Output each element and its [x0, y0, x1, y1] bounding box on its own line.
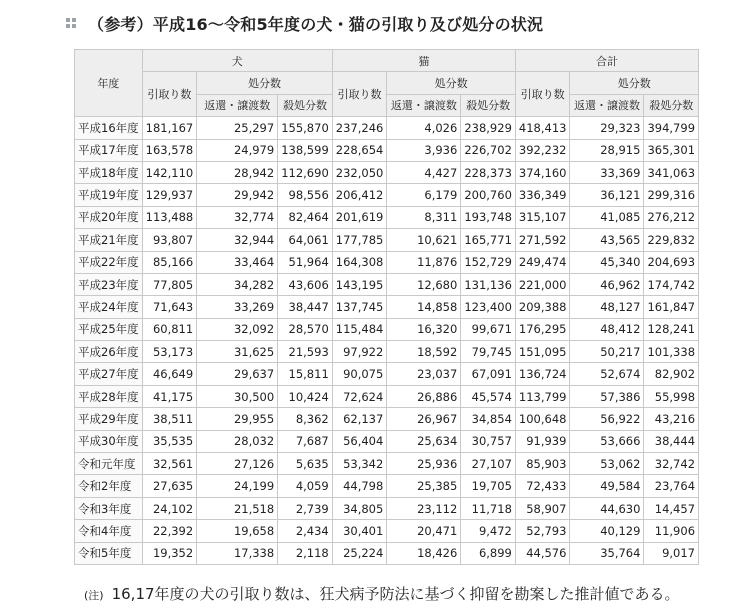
- cell-total-returned: 45,340: [570, 251, 644, 273]
- cell-dog-euthanized: 28,570: [278, 318, 333, 340]
- cell-dog-intake: 60,811: [142, 318, 197, 340]
- cell-dog-returned: 17,338: [197, 542, 278, 564]
- header-dog: 犬: [142, 50, 332, 72]
- cell-cat-returned: 14,858: [387, 296, 461, 318]
- cell-dog-intake: 142,110: [142, 161, 197, 183]
- cell-dog-intake: 38,511: [142, 408, 197, 430]
- cell-year: 平成24年度: [75, 296, 143, 318]
- grid-bullet-icon: [66, 18, 76, 28]
- cell-total-euthanized: 11,906: [644, 520, 699, 542]
- cell-dog-euthanized: 2,118: [278, 542, 333, 564]
- cell-total-intake: 315,107: [515, 206, 570, 228]
- cell-total-returned: 43,565: [570, 229, 644, 251]
- cell-total-euthanized: 101,338: [644, 341, 699, 363]
- cell-cat-intake: 34,805: [332, 497, 387, 519]
- cell-dog-euthanized: 4,059: [278, 475, 333, 497]
- cell-dog-intake: 53,173: [142, 341, 197, 363]
- cell-dog-returned: 30,500: [197, 385, 278, 407]
- cell-year: 平成17年度: [75, 139, 143, 161]
- cell-cat-returned: 18,592: [387, 341, 461, 363]
- table-row: [75, 453, 699, 475]
- cell-dog-returned: 24,199: [197, 475, 278, 497]
- cell-year: 平成16年度: [75, 117, 143, 139]
- cell-total-intake: 91,939: [515, 430, 570, 452]
- cell-total-euthanized: 38,444: [644, 430, 699, 452]
- cell-total-euthanized: 23,764: [644, 475, 699, 497]
- table-row: [75, 318, 699, 340]
- cell-dog-euthanized: 2,739: [278, 497, 333, 519]
- table-row: [75, 251, 699, 273]
- cell-cat-euthanized: 165,771: [461, 229, 516, 251]
- table-row: [75, 341, 699, 363]
- cell-total-euthanized: 43,216: [644, 408, 699, 430]
- table-row: [75, 296, 699, 318]
- cell-cat-intake: 201,619: [332, 206, 387, 228]
- header-total-returned: 返還・譲渡数: [570, 94, 644, 116]
- cell-total-intake: 44,576: [515, 542, 570, 564]
- cell-dog-returned: 24,979: [197, 139, 278, 161]
- cell-cat-intake: 62,137: [332, 408, 387, 430]
- header-dog-returned: 返還・譲渡数: [197, 94, 278, 116]
- page-title: （参考）平成16〜令和5年度の犬・猫の引取り及び処分の状況: [88, 14, 544, 34]
- cell-cat-returned: 25,634: [387, 430, 461, 452]
- cell-total-intake: 221,000: [515, 273, 570, 295]
- cell-dog-intake: 19,352: [142, 542, 197, 564]
- cell-total-returned: 28,915: [570, 139, 644, 161]
- cell-cat-euthanized: 67,091: [461, 363, 516, 385]
- cell-total-euthanized: 14,457: [644, 497, 699, 519]
- header-dog-euthanized: 殺処分数: [278, 94, 333, 116]
- cell-total-returned: 50,217: [570, 341, 644, 363]
- cell-total-intake: 209,388: [515, 296, 570, 318]
- header-dog-intake: 引取り数: [142, 72, 197, 117]
- header-total-disposal: 処分数: [570, 72, 699, 94]
- cell-cat-intake: 30,401: [332, 520, 387, 542]
- cell-year: 令和元年度: [75, 453, 143, 475]
- cell-cat-intake: 72,624: [332, 385, 387, 407]
- cell-dog-euthanized: 138,599: [278, 139, 333, 161]
- cell-cat-intake: 228,654: [332, 139, 387, 161]
- cell-year: 平成26年度: [75, 341, 143, 363]
- cell-dog-intake: 163,578: [142, 139, 197, 161]
- cell-total-intake: 336,349: [515, 184, 570, 206]
- cell-year: 令和4年度: [75, 520, 143, 542]
- cell-year: 平成20年度: [75, 206, 143, 228]
- cell-dog-intake: 113,488: [142, 206, 197, 228]
- cell-cat-intake: 44,798: [332, 475, 387, 497]
- cell-dog-intake: 27,635: [142, 475, 197, 497]
- cell-dog-intake: 32,561: [142, 453, 197, 475]
- table-row: [75, 497, 699, 519]
- table-row: [75, 206, 699, 228]
- cell-total-returned: 48,412: [570, 318, 644, 340]
- header-cat-euthanized: 殺処分数: [461, 94, 516, 116]
- header-year: 年度: [75, 50, 143, 117]
- footnote-text: 16,17年度の犬の引取り数は、狂犬病予防法に基づく抑留を勘案した推計値である。: [111, 585, 680, 603]
- cell-cat-returned: 16,320: [387, 318, 461, 340]
- cell-cat-returned: 10,621: [387, 229, 461, 251]
- cell-cat-intake: 90,075: [332, 363, 387, 385]
- cell-total-returned: 57,386: [570, 385, 644, 407]
- cell-total-returned: 53,666: [570, 430, 644, 452]
- cell-cat-returned: 8,311: [387, 206, 461, 228]
- cell-total-intake: 271,592: [515, 229, 570, 251]
- cell-cat-intake: 206,412: [332, 184, 387, 206]
- cell-cat-euthanized: 6,899: [461, 542, 516, 564]
- cell-dog-returned: 28,032: [197, 430, 278, 452]
- footnote-mark: (注): [84, 589, 104, 602]
- cell-cat-euthanized: 226,702: [461, 139, 516, 161]
- cell-dog-euthanized: 98,556: [278, 184, 333, 206]
- table-row: [75, 542, 699, 564]
- header-total-intake: 引取り数: [515, 72, 570, 117]
- cell-dog-euthanized: 51,964: [278, 251, 333, 273]
- cell-total-intake: 85,903: [515, 453, 570, 475]
- cell-dog-euthanized: 2,434: [278, 520, 333, 542]
- cell-cat-returned: 4,427: [387, 161, 461, 183]
- table-header: [75, 50, 699, 117]
- cell-total-intake: 418,413: [515, 117, 570, 139]
- cell-total-returned: 49,584: [570, 475, 644, 497]
- cell-dog-returned: 32,944: [197, 229, 278, 251]
- cell-year: 平成18年度: [75, 161, 143, 183]
- cell-total-euthanized: 174,742: [644, 273, 699, 295]
- cell-cat-returned: 23,112: [387, 497, 461, 519]
- cell-dog-intake: 85,166: [142, 251, 197, 273]
- cell-total-returned: 35,764: [570, 542, 644, 564]
- cell-cat-intake: 137,745: [332, 296, 387, 318]
- cell-cat-euthanized: 99,671: [461, 318, 516, 340]
- cell-dog-intake: 93,807: [142, 229, 197, 251]
- cell-cat-returned: 11,876: [387, 251, 461, 273]
- cell-year: 平成28年度: [75, 385, 143, 407]
- table-row: [75, 408, 699, 430]
- cell-cat-returned: 26,886: [387, 385, 461, 407]
- table-row: [75, 475, 699, 497]
- cell-total-intake: 136,724: [515, 363, 570, 385]
- cell-dog-euthanized: 10,424: [278, 385, 333, 407]
- cell-cat-intake: 232,050: [332, 161, 387, 183]
- cell-total-euthanized: 394,799: [644, 117, 699, 139]
- cell-dog-euthanized: 155,870: [278, 117, 333, 139]
- cell-dog-intake: 77,805: [142, 273, 197, 295]
- cell-cat-intake: 53,342: [332, 453, 387, 475]
- cell-year: 平成30年度: [75, 430, 143, 452]
- cell-cat-returned: 25,385: [387, 475, 461, 497]
- cell-dog-returned: 33,269: [197, 296, 278, 318]
- cell-dog-returned: 19,658: [197, 520, 278, 542]
- cell-dog-intake: 46,649: [142, 363, 197, 385]
- cell-cat-returned: 20,471: [387, 520, 461, 542]
- cell-cat-euthanized: 27,107: [461, 453, 516, 475]
- cell-dog-intake: 41,175: [142, 385, 197, 407]
- cell-dog-euthanized: 82,464: [278, 206, 333, 228]
- cell-cat-intake: 164,308: [332, 251, 387, 273]
- cell-cat-euthanized: 200,760: [461, 184, 516, 206]
- cell-dog-intake: 35,535: [142, 430, 197, 452]
- cell-total-euthanized: 55,998: [644, 385, 699, 407]
- table-row: [75, 184, 699, 206]
- cell-year: 平成25年度: [75, 318, 143, 340]
- cell-total-returned: 40,129: [570, 520, 644, 542]
- cell-dog-euthanized: 5,635: [278, 453, 333, 475]
- cell-total-returned: 33,369: [570, 161, 644, 183]
- cell-dog-intake: 129,937: [142, 184, 197, 206]
- cell-dog-returned: 32,092: [197, 318, 278, 340]
- cell-total-returned: 36,121: [570, 184, 644, 206]
- cell-cat-intake: 143,195: [332, 273, 387, 295]
- table-row: [75, 229, 699, 251]
- table-row: [75, 520, 699, 542]
- header-total-euthanized: 殺処分数: [644, 94, 699, 116]
- cell-total-intake: 176,295: [515, 318, 570, 340]
- header-total: 合計: [515, 50, 698, 72]
- table-row: [75, 139, 699, 161]
- cell-cat-euthanized: 228,373: [461, 161, 516, 183]
- cell-dog-returned: 21,518: [197, 497, 278, 519]
- cell-dog-returned: 27,126: [197, 453, 278, 475]
- table-row: [75, 363, 699, 385]
- cell-total-intake: 151,095: [515, 341, 570, 363]
- cell-dog-intake: 71,643: [142, 296, 197, 318]
- cell-cat-euthanized: 123,400: [461, 296, 516, 318]
- cell-cat-euthanized: 152,729: [461, 251, 516, 273]
- cell-dog-returned: 31,625: [197, 341, 278, 363]
- cell-total-intake: 113,799: [515, 385, 570, 407]
- cell-total-euthanized: 276,212: [644, 206, 699, 228]
- table-row: [75, 430, 699, 452]
- cell-dog-euthanized: 15,811: [278, 363, 333, 385]
- cell-year: 平成21年度: [75, 229, 143, 251]
- cell-cat-returned: 26,967: [387, 408, 461, 430]
- cell-cat-returned: 3,936: [387, 139, 461, 161]
- cell-total-intake: 58,907: [515, 497, 570, 519]
- cell-year: 平成23年度: [75, 273, 143, 295]
- cell-total-returned: 48,127: [570, 296, 644, 318]
- cell-year: 令和2年度: [75, 475, 143, 497]
- cell-dog-euthanized: 21,593: [278, 341, 333, 363]
- cell-cat-euthanized: 238,929: [461, 117, 516, 139]
- cell-year: 平成29年度: [75, 408, 143, 430]
- cell-cat-intake: 237,246: [332, 117, 387, 139]
- cell-total-intake: 392,232: [515, 139, 570, 161]
- cell-cat-euthanized: 79,745: [461, 341, 516, 363]
- cell-dog-euthanized: 112,690: [278, 161, 333, 183]
- cell-total-returned: 41,085: [570, 206, 644, 228]
- cell-year: 平成22年度: [75, 251, 143, 273]
- cell-dog-returned: 29,942: [197, 184, 278, 206]
- cell-dog-returned: 28,942: [197, 161, 278, 183]
- cell-total-euthanized: 9,017: [644, 542, 699, 564]
- cell-total-returned: 53,062: [570, 453, 644, 475]
- cell-dog-returned: 29,955: [197, 408, 278, 430]
- table-row: [75, 117, 699, 139]
- cell-total-intake: 100,648: [515, 408, 570, 430]
- cell-dog-returned: 29,637: [197, 363, 278, 385]
- cell-dog-returned: 25,297: [197, 117, 278, 139]
- cell-total-returned: 56,922: [570, 408, 644, 430]
- cell-cat-returned: 25,936: [387, 453, 461, 475]
- header-cat-intake: 引取り数: [332, 72, 387, 117]
- cell-cat-euthanized: 19,705: [461, 475, 516, 497]
- cell-cat-euthanized: 131,136: [461, 273, 516, 295]
- cell-total-euthanized: 204,693: [644, 251, 699, 273]
- cell-total-intake: 72,433: [515, 475, 570, 497]
- table-row: [75, 385, 699, 407]
- cell-dog-intake: 24,102: [142, 497, 197, 519]
- cell-dog-euthanized: 43,606: [278, 273, 333, 295]
- cell-dog-euthanized: 38,447: [278, 296, 333, 318]
- cell-total-intake: 52,793: [515, 520, 570, 542]
- cell-total-returned: 52,674: [570, 363, 644, 385]
- cell-total-euthanized: 341,063: [644, 161, 699, 183]
- cell-cat-intake: 115,484: [332, 318, 387, 340]
- cell-cat-returned: 6,179: [387, 184, 461, 206]
- cell-cat-euthanized: 45,574: [461, 385, 516, 407]
- cell-total-intake: 374,160: [515, 161, 570, 183]
- cell-cat-intake: 177,785: [332, 229, 387, 251]
- cell-cat-euthanized: 11,718: [461, 497, 516, 519]
- cell-cat-returned: 18,426: [387, 542, 461, 564]
- cell-year: 令和3年度: [75, 497, 143, 519]
- header-cat-disposal: 処分数: [387, 72, 516, 94]
- cell-dog-euthanized: 8,362: [278, 408, 333, 430]
- cell-dog-intake: 22,392: [142, 520, 197, 542]
- cell-dog-euthanized: 7,687: [278, 430, 333, 452]
- cell-cat-euthanized: 30,757: [461, 430, 516, 452]
- cell-year: 平成19年度: [75, 184, 143, 206]
- cell-cat-intake: 97,922: [332, 341, 387, 363]
- page-title-area: [66, 10, 543, 36]
- cell-total-euthanized: 82,902: [644, 363, 699, 385]
- table-body: [75, 117, 699, 565]
- cell-year: 令和5年度: [75, 542, 143, 564]
- cell-total-returned: 46,962: [570, 273, 644, 295]
- cell-total-euthanized: 365,301: [644, 139, 699, 161]
- cell-total-returned: 44,630: [570, 497, 644, 519]
- cell-total-euthanized: 299,316: [644, 184, 699, 206]
- table-row: [75, 273, 699, 295]
- cell-cat-euthanized: 9,472: [461, 520, 516, 542]
- header-cat: 猫: [332, 50, 515, 72]
- cell-total-intake: 249,474: [515, 251, 570, 273]
- cell-cat-intake: 56,404: [332, 430, 387, 452]
- table-row: [75, 161, 699, 183]
- cell-dog-euthanized: 64,061: [278, 229, 333, 251]
- cell-total-euthanized: 32,742: [644, 453, 699, 475]
- cell-dog-returned: 34,282: [197, 273, 278, 295]
- footnote: [84, 583, 680, 604]
- cell-total-euthanized: 128,241: [644, 318, 699, 340]
- cell-cat-euthanized: 193,748: [461, 206, 516, 228]
- cell-dog-returned: 32,774: [197, 206, 278, 228]
- cell-dog-intake: 181,167: [142, 117, 197, 139]
- cell-total-euthanized: 229,832: [644, 229, 699, 251]
- cell-cat-returned: 4,026: [387, 117, 461, 139]
- cell-total-euthanized: 161,847: [644, 296, 699, 318]
- cell-cat-intake: 25,224: [332, 542, 387, 564]
- header-dog-disposal: 処分数: [197, 72, 333, 94]
- cell-cat-returned: 12,680: [387, 273, 461, 295]
- cell-total-returned: 29,323: [570, 117, 644, 139]
- cell-dog-returned: 33,464: [197, 251, 278, 273]
- cell-cat-returned: 23,037: [387, 363, 461, 385]
- cell-cat-euthanized: 34,854: [461, 408, 516, 430]
- statistics-table: [74, 49, 699, 565]
- header-cat-returned: 返還・譲渡数: [387, 94, 461, 116]
- cell-year: 平成27年度: [75, 363, 143, 385]
